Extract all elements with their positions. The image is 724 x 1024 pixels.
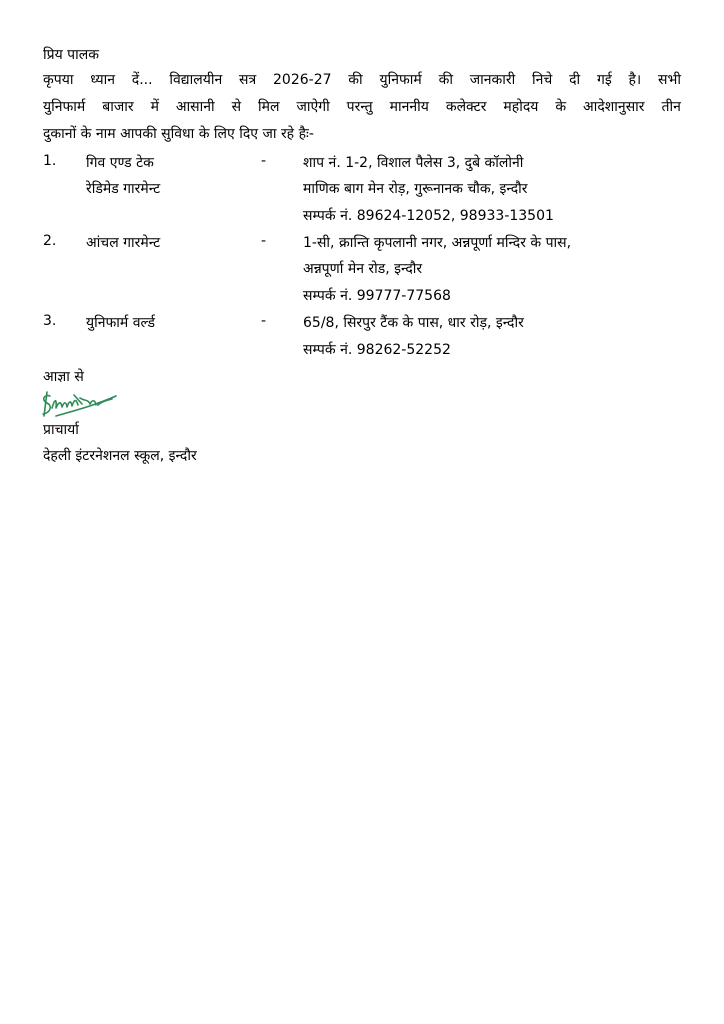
dash-separator: - (261, 153, 267, 169)
shop-address-line-1: 1-सी, क्रान्ति कृपलानी नगर, अन्नपूर्णा मन्दिर के पास, (303, 235, 572, 251)
shop-address-line-2: अन्नपूर्णा मेन रोड, इन्दौर (303, 261, 423, 277)
word: आसानी (175, 99, 215, 115)
word: के (555, 99, 567, 115)
word: में (150, 99, 159, 115)
school-name: देहली इंटरनेशनल स्कूल, इन्दौर (43, 448, 197, 464)
shop-address-line-1: शाप नं. 1-2, विशाल पैलेस 3, दुबे कॉलोनी (303, 155, 524, 171)
word: निचे (532, 72, 553, 88)
shop-number: 3. (43, 313, 57, 329)
word: 2026-27 (273, 72, 332, 88)
word: युनिफार्म (379, 72, 422, 88)
word: दी (569, 72, 581, 88)
shop-name: आंचल गारमेन्ट (86, 235, 161, 251)
word: गई (596, 72, 612, 88)
shop-name-line-2: रेडिमेड गारमेन्ट (86, 181, 161, 197)
word: बाजार (102, 99, 134, 115)
word: की (348, 72, 363, 88)
shop-address-line-2: माणिक बाग मेन रोड़, गुरूनानक चौक, इन्दौर (303, 181, 528, 197)
shop-number: 1. (43, 153, 57, 169)
word: युनिफार्म (43, 99, 86, 115)
word: सत्र (239, 72, 257, 88)
by-order-text: आज्ञा से (43, 369, 84, 385)
shop-number: 2. (43, 233, 57, 249)
shop-name: गिव एण्ड टेक (86, 155, 154, 171)
word: आदेशानुसार (583, 99, 645, 115)
word: महोदय (503, 99, 539, 115)
word: सभी (658, 72, 681, 88)
word: जानकारी (469, 72, 516, 88)
word: तीन (661, 99, 681, 115)
dash-separator: - (261, 313, 267, 329)
word: विद्यालयीन (169, 72, 223, 88)
word: परन्तु (346, 99, 373, 115)
shop-address-line-1: 65/8, सिरपुर टैंक के पास, धार रोड़, इन्दौर (303, 315, 524, 331)
intro-line-3: दुकानों के नाम आपकी सुविधा के लिए दिए जा रहे हैः- (43, 126, 314, 142)
word: से (231, 99, 242, 115)
word: है। (628, 72, 642, 88)
shop-contact: सम्पर्क नं. 89624-12052, 98933-13501 (303, 208, 554, 224)
designation: प्राचार्या (43, 422, 79, 438)
shop-contact: सम्पर्क नं. 99777-77568 (303, 288, 451, 304)
salutation: प्रिय पालक (43, 47, 99, 63)
word: जाऐगी (296, 99, 330, 115)
word: कलेक्टर (445, 99, 487, 115)
word: मिल (258, 99, 280, 115)
signature-image (38, 386, 124, 422)
dash-separator: - (261, 233, 267, 249)
intro-line-1 (43, 70, 681, 90)
word: माननीय (389, 99, 429, 115)
word: ध्यान (90, 72, 116, 88)
shop-contact: सम्पर्क नं. 98262-52252 (303, 342, 451, 358)
shop-name: युनिफार्म वर्ल्ड (86, 315, 156, 331)
word: कृपया (43, 72, 74, 88)
word: की (438, 72, 453, 88)
intro-line-2 (43, 97, 681, 117)
word: दें... (131, 72, 153, 88)
